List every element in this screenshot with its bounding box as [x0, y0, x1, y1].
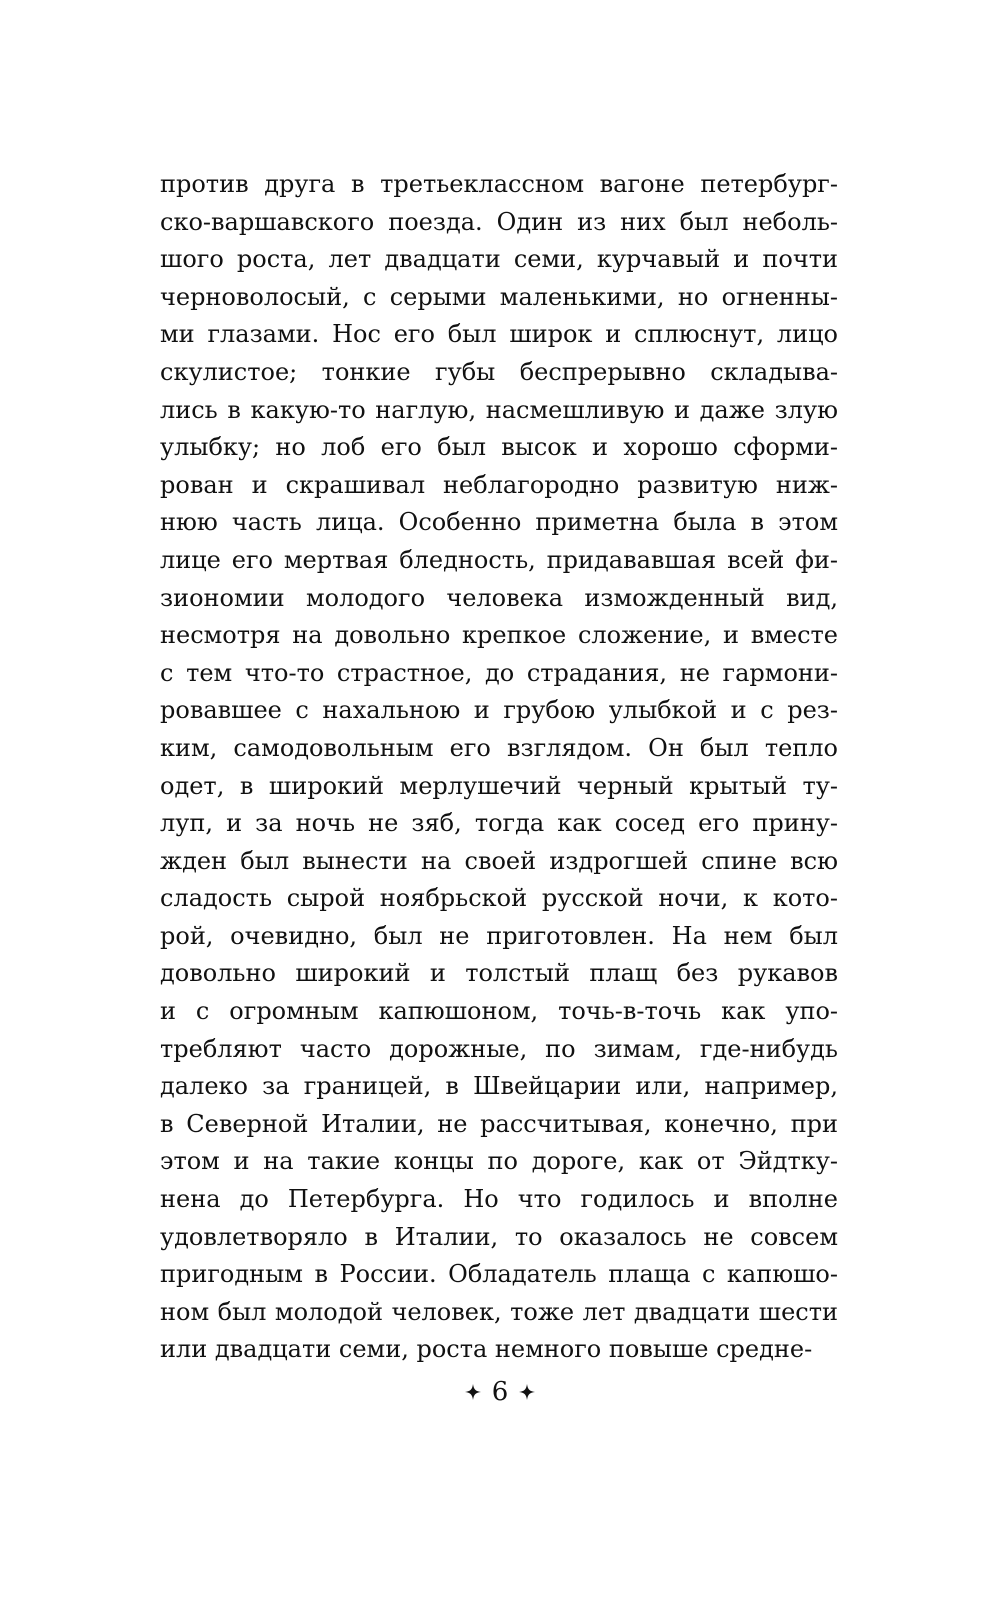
text-line: против друга в третьеклассном вагоне петербург-: [160, 170, 838, 198]
text-line: шого роста, лет двадцати семи, курчавый и почти: [160, 245, 838, 274]
text-line: ми глазами. Нос его был широк и сплюснут, лицо: [160, 320, 838, 349]
text-line: удовлетворяло в Италии, то оказалось не совсем: [160, 1222, 838, 1251]
text-line: зиономии молодого человека изможденный вид,: [160, 583, 838, 612]
text-line: этом и на такие концы по дороге, как от Эйдтку-: [160, 1147, 838, 1176]
four-point-star-icon: [516, 1381, 538, 1403]
text-line: одет, в широкий мерлушечий черный крытый ту-: [160, 771, 838, 800]
text-line: далеко за границей, в Швейцарии или, например,: [160, 1072, 838, 1101]
text-line: луп, и за ночь не зяб, тогда как сосед его прину-: [160, 809, 838, 838]
text-line: требляют часто дорожные, по зимам, где-нибудь: [160, 1034, 838, 1063]
text-line: сладость сырой ноябрьской русской ночи, к кото-: [160, 884, 838, 913]
text-line: ким, самодовольным его взглядом. Он был тепло: [160, 733, 838, 762]
text-line: улыбку; но лоб его был высок и хорошо сформи-: [160, 433, 838, 462]
text-line: довольно широкий и толстый плащ без рукавов: [160, 959, 838, 988]
text-line: несмотря на довольно крепкое сложение, и вместе: [160, 621, 838, 650]
text-line: рой, очевидно, был не приготовлен. На нем был: [160, 921, 838, 950]
text-line: и с огромным капюшоном, точь-в-точь как упо-: [160, 997, 838, 1026]
text-line: или двадцати семи, роста немного повыше средне-: [160, 1335, 813, 1364]
text-line: скулистое; тонкие губы беспрерывно складыва-: [160, 357, 838, 386]
body-text: [160, 166, 838, 1369]
text-line: рован и скрашивал неблагородно развитую ниж-: [160, 470, 838, 499]
four-point-star-icon: [462, 1381, 484, 1403]
text-line: нена до Петербурга. Но что годилось и вполне: [160, 1185, 838, 1214]
text-line: ровавшее с нахальною и грубою улыбкой и с рез-: [160, 696, 838, 725]
text-line: ном был молодой человек, тоже лет двадцати шести: [160, 1297, 838, 1326]
page-footer: [0, 1372, 1000, 1412]
text-line: в Северной Италии, не рассчитывая, конечно, при: [160, 1109, 838, 1138]
text-line: жден был вынести на своей издрогшей спине всю: [160, 846, 838, 875]
text-line: ско-варшавского поезда. Один из них был неболь-: [160, 207, 838, 236]
text-line: лице его мертвая бледность, придававшая всей фи-: [160, 545, 838, 574]
text-line: с тем что-то страстное, до страдания, не гармони-: [160, 658, 838, 687]
text-line: пригодным в России. Обладатель плаща с капюшо-: [160, 1260, 838, 1289]
text-line: нюю часть лица. Особенно приметна была в этом: [160, 508, 838, 537]
text-line: черноволосый, с серыми маленькими, но огненны-: [160, 282, 838, 311]
page-number: 6: [491, 1377, 509, 1407]
text-line: лись в какую-то наглую, насмешливую и даже злую: [160, 395, 838, 424]
